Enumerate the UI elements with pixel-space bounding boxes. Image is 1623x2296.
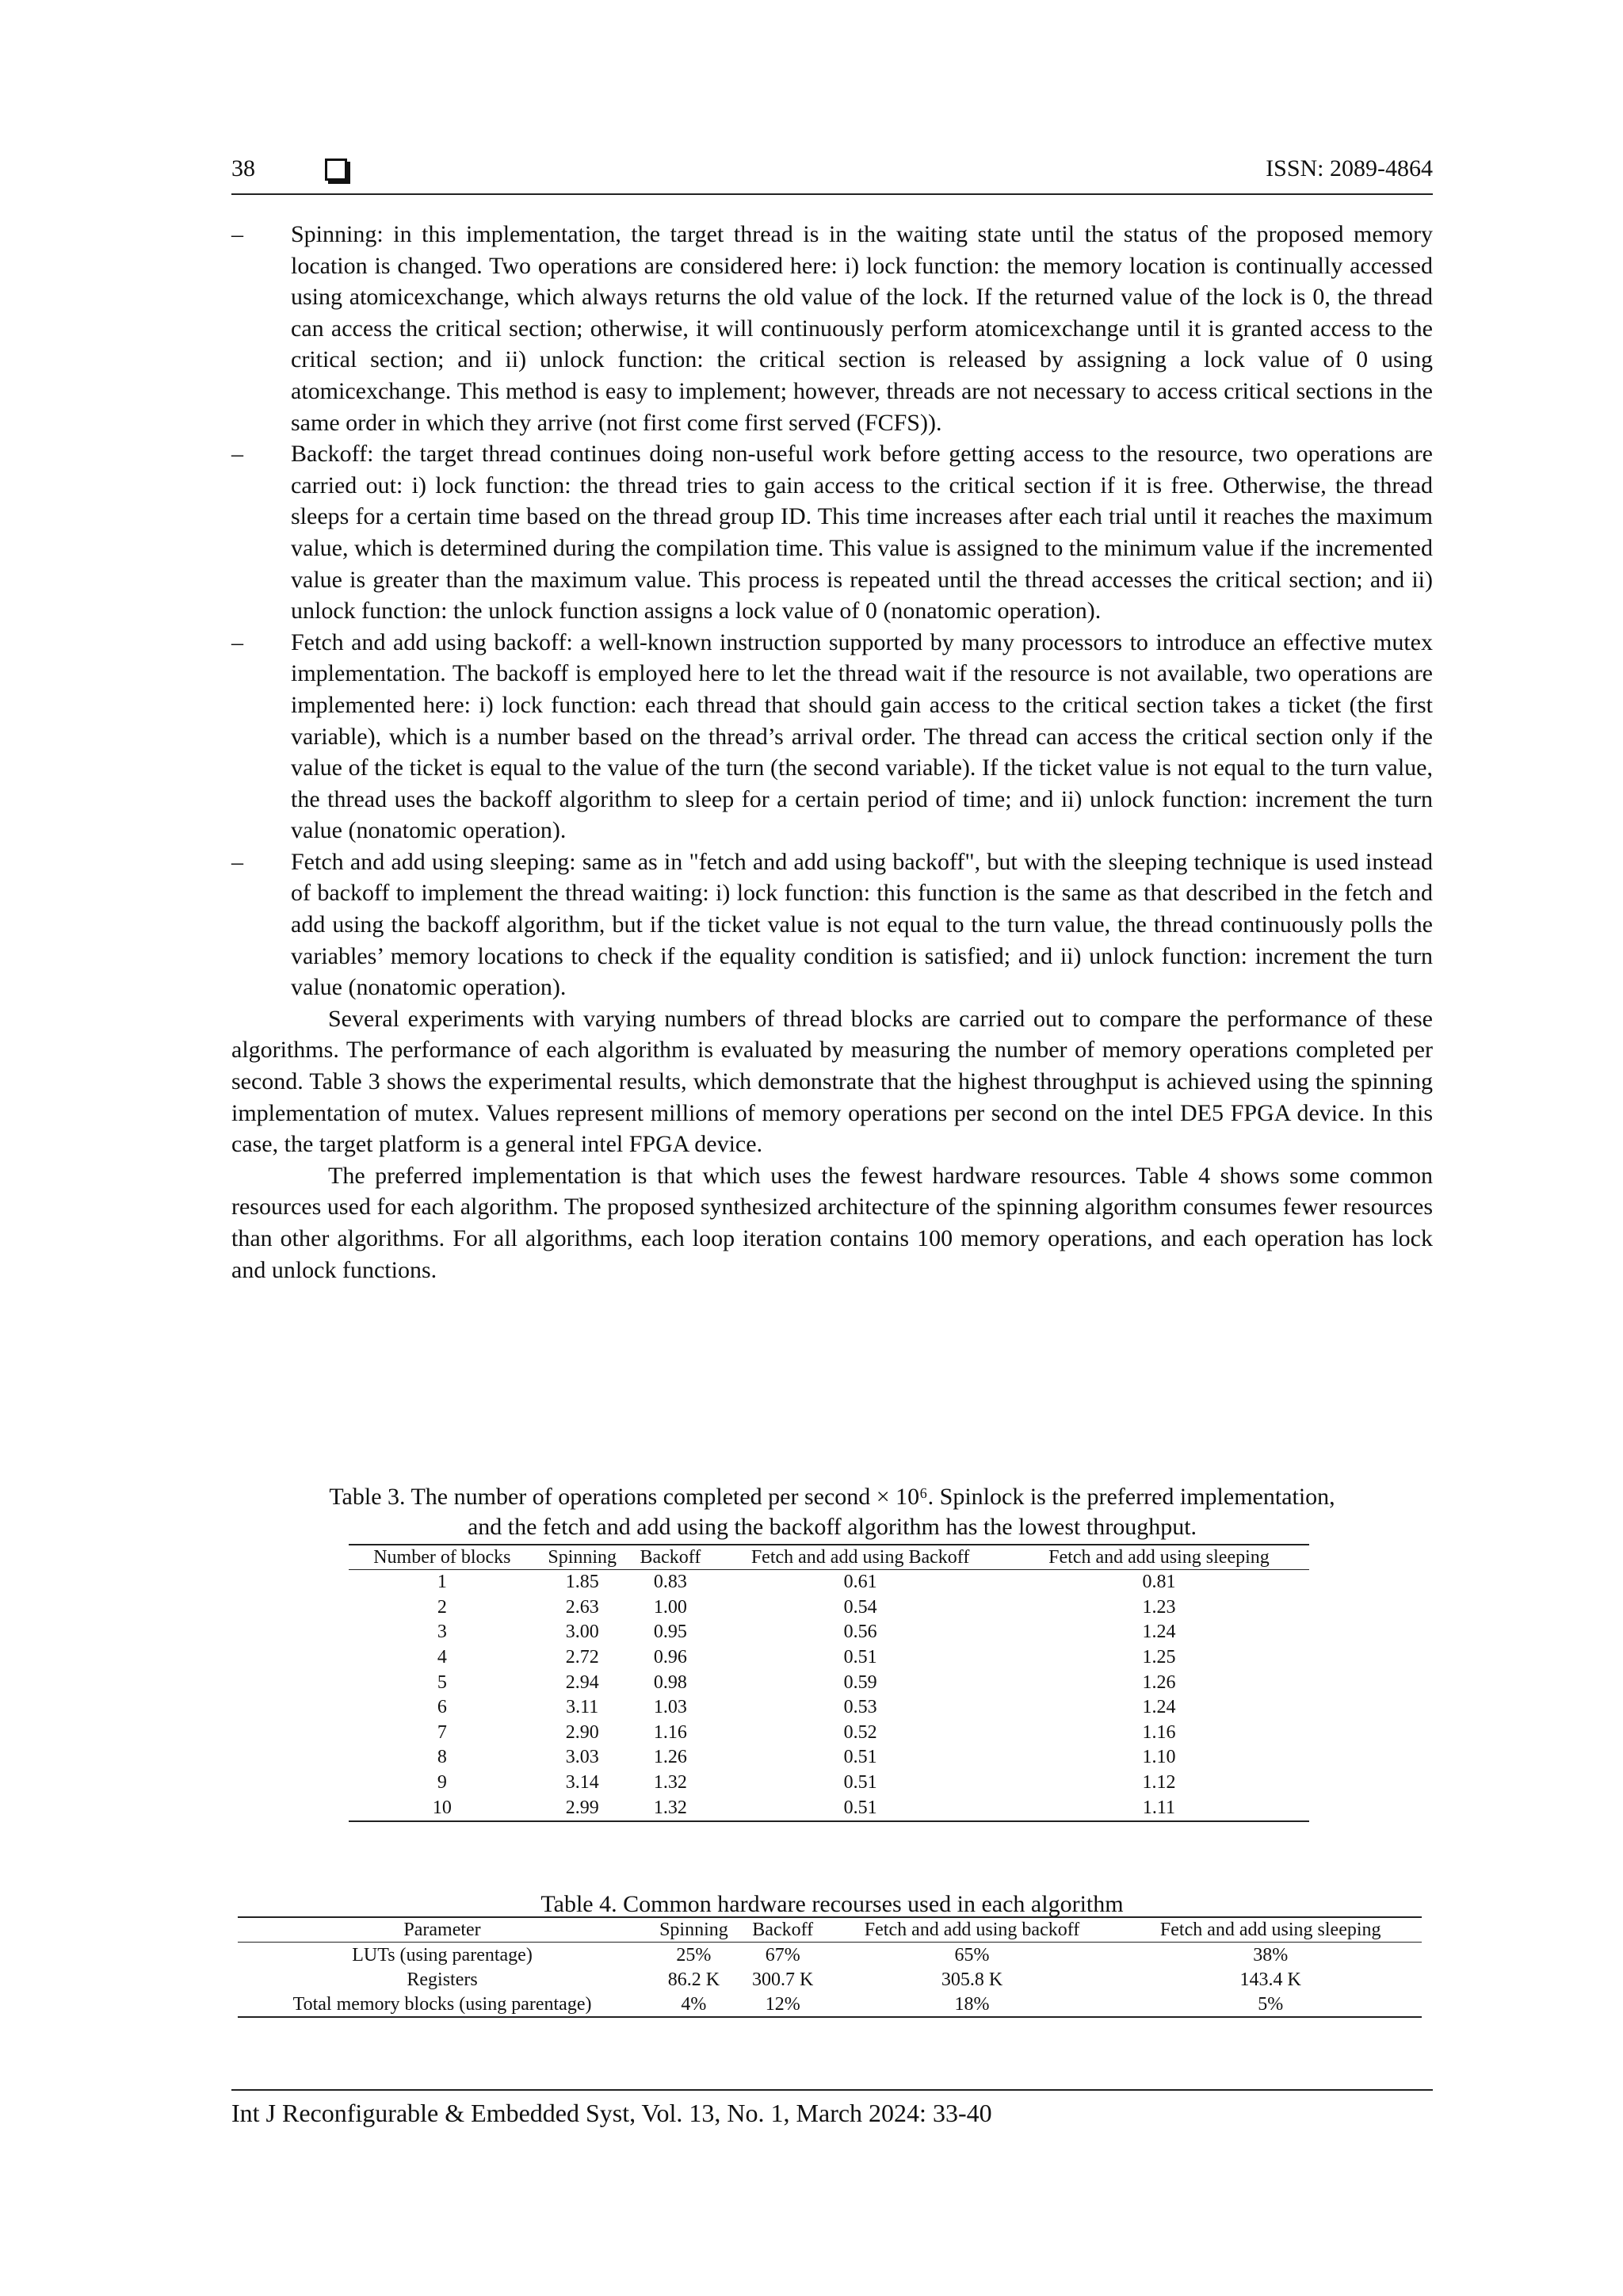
table3 [349, 1544, 1309, 1822]
column-header: Fetch and add using Backoff [712, 1545, 1009, 1570]
page-footer [231, 2089, 1433, 2128]
table-row: Total memory blocks (using parentage) 4% 12% 18% 5% [292, 1993, 1284, 2015]
table-row: 4 2.72 0.96 0.51 1.25 [437, 1647, 1176, 1668]
bullet-dash: – [231, 628, 243, 655]
bullet-dash: – [231, 441, 243, 468]
page-number: 38 [231, 155, 255, 181]
list-item: – Fetch and add using backoff: a well-known instruction supported by many processors to introduce an effective mutex implementation. The backoff is employed here to let the thread wait if the resource is not available, two operations are implemented here: i) lock function: each thread that should gain access to the critical section takes a ticket (the first variable), which is a number based on the thread’s arrival order. The thread can access the critical section only if the value of the ticket is equal to the value of the turn (the second variable). If the ticket value is not equal to the turn value, the thread uses the backoff algorithm to sleep for a certain period of time; and ii) unlock function: increment the turn value (nonatomic operation). [231, 627, 1433, 846]
column-header: Fetch and add using sleeping [1009, 1545, 1309, 1570]
column-header: Number of blocks [349, 1545, 536, 1570]
table-row: 7 2.90 1.16 0.52 1.16 [437, 1721, 1176, 1743]
paragraph: The preferred implementation is that which uses the fewest hardware resources. Table 4 shows some common resources used for each algorithm. The proposed synthesized architecture of the spinning algorithm consumes fewer resources than other algorithms. For all algorithms, each loop iteration contains 100 memory operations, and each operation has lock and unlock functions. [231, 1162, 1433, 1283]
column-header: Backoff [741, 1917, 825, 1943]
table-row: 2 2.63 1.00 0.54 1.23 [437, 1596, 1176, 1618]
table-row: LUTs (using parentage) 25% 67% 65% 38% [352, 1944, 1289, 1966]
table-row: 1 1.85 0.83 0.61 0.81 [437, 1572, 1176, 1593]
bullet-list [231, 219, 1433, 1003]
hollow-square-icon [325, 159, 347, 181]
table4 [238, 1916, 1422, 2018]
column-header: Fetch and add using backoff [825, 1917, 1120, 1943]
body-text [231, 219, 1433, 1286]
issn: ISSN: 2089-4864 [1266, 155, 1433, 181]
list-item: – Backoff: the target thread continues doing non-useful work before getting access to the resource, two operations are carried out: i) lock function: the thread tries to gain access to the critical section if it is free. Otherwise, the thread sleeps for a certain time based on the thread group ID. This time increases after each trial until it reaches the maximum value, which is determined during the compilation time. This value is assigned to the minimum value if the incremented value is greater than the maximum value. This process is repeated until the thread accesses the critical section; and ii) unlock function: the unlock function assigns a lock value of 0 (nonatomic operation). [231, 438, 1433, 627]
column-header: Spinning [536, 1545, 629, 1570]
paragraph: Several experiments with varying numbers of thread blocks are carried out to compare the performance of these algorithms. The performance of each algorithm is evaluated by measuring the number of memory operations completed per second. Table 3 shows the experimental results, which demonstrate that the highest throughput is achieved using the spinning implementation of mutex. Values represent millions of memory operations per second on the intel DE5 FPGA device. In this case, the target platform is a general intel FPGA device. [231, 1005, 1433, 1158]
column-header: Parameter [238, 1917, 647, 1943]
bullet-dash: – [231, 221, 243, 247]
table-row: 3 3.00 0.95 0.56 1.24 [437, 1622, 1176, 1643]
column-header: Backoff [629, 1545, 712, 1570]
journal-citation: Int J Reconfigurable & Embedded Syst, Vol. 13, No. 1, March 2024: 33-40 [231, 2099, 992, 2127]
bullet-dash: – [231, 848, 243, 875]
list-item: – Spinning: in this implementation, the target thread is in the waiting state until the status of the proposed memory location is changed. Two operations are considered here: i) lock function: the memory location is continually accessed using atomicexchange, which always returns the old value of the lock. If the returned value of the lock is 0, the thread can access the critical section; otherwise, it will continuously perform atomicexchange until it is granted access to the critical section; and ii) unlock function: the critical section is released by assigning a lock value of 0 using atomicexchange. This method is easy to implement; however, threads are not necessary to access critical sections in the same order in which they arrive (not first come first served (FCFS)). [231, 219, 1433, 438]
table-row: 5 2.94 0.98 0.59 1.26 [437, 1671, 1176, 1693]
table-row: Registers 86.2 K 300.7 K 305.8 K 143.4 K [407, 1969, 1301, 1990]
page-header [231, 155, 1433, 195]
table-header-row [238, 1917, 1422, 1943]
table-row: 10 2.99 1.32 0.51 1.11 [432, 1797, 1176, 1818]
table-row: 9 3.14 1.32 0.51 1.12 [437, 1772, 1176, 1794]
table-header-row [349, 1545, 1309, 1570]
table4-caption: Table 4. Common hardware recourses used in each algorithm [540, 1891, 1124, 1917]
list-item: – Fetch and add using sleeping: same as in "fetch and add using backoff", but with the sleeping technique is used instead of backoff to implement the thread waiting: i) lock function: this function is the same as that described in the fetch and add using the backoff algorithm, but if the ticket value is not equal to the turn value, the thread continuously polls the variables’ memory locations to check if the equality condition is satisfied; and ii) unlock function: increment the turn value (nonatomic operation). [231, 846, 1433, 1003]
column-header: Fetch and add using sleeping [1119, 1917, 1422, 1943]
table-row: 6 3.11 1.03 0.53 1.24 [437, 1697, 1176, 1718]
table-row: 8 3.03 1.26 0.51 1.10 [437, 1747, 1176, 1768]
column-header: Spinning [647, 1917, 741, 1943]
table3-caption: Table 3. The number of operations completed per second × 10⁶. Spinlock is the preferred implementation, and the fetch and add using the backoff algorithm has the lowest throughput. [329, 1484, 1335, 1540]
